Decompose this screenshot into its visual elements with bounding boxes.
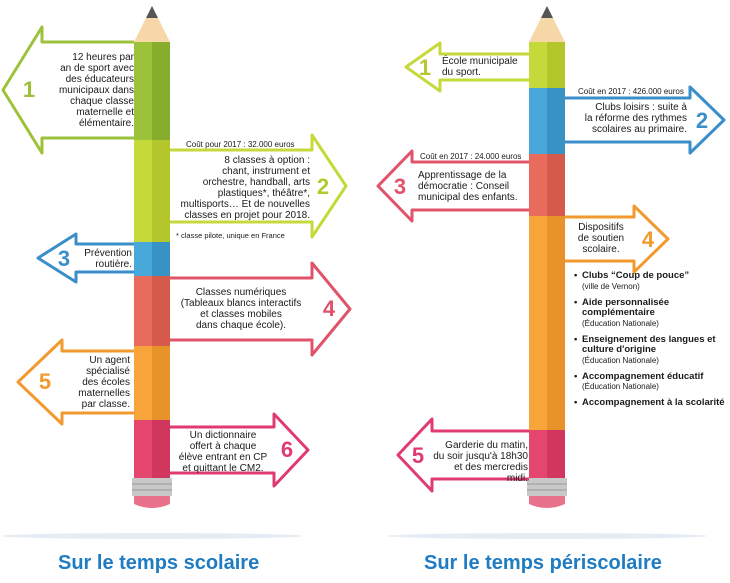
left-item-4-number: 4: [322, 296, 336, 321]
left-pencil-eraser: [134, 496, 170, 508]
right-item-4-text: Dispositifs de soutien scolaire.: [577, 222, 625, 255]
right-item-5-text: Garderie du matin, du soir jusqu'à 18h30 et des mercredis midi.: [433, 440, 528, 484]
left-item-4-text: Classes numériques (Tableaux blancs interactifs et classes mobiles dans chaque école).: [180, 287, 302, 331]
left-item-6-text: Un dictionnaire offert à chaque élève entrant en CP et quittant le CM2.: [178, 430, 268, 474]
left-item-3-text: Prévention routière.: [84, 248, 132, 270]
right-title: Sur le temps périscolaire: [424, 552, 662, 574]
left-item-6-number: 6: [280, 437, 294, 462]
support-list-item: • Enseignement des langues et culture d'origine (Éducation Nationale): [574, 335, 726, 365]
left-pencil-lead: [146, 6, 158, 18]
left-title: Sur le temps scolaire: [58, 552, 260, 574]
left-item-5-text: Un agent spécialisé des écoles maternelles par classe.: [78, 355, 130, 410]
right-item-2-number: 2: [695, 108, 709, 133]
support-list-item: • Accompagnement à la scolarité: [574, 398, 726, 409]
left-item-2-cost: Coût pour 2017 : 32.000 euros: [186, 140, 295, 149]
left-item-2-note: * classe pilote, unique en France: [176, 231, 285, 240]
right-item-3-number: 3: [393, 174, 407, 199]
right-pencil-lead: [541, 6, 553, 18]
support-list: [574, 271, 726, 416]
right-item-5-number: 5: [411, 443, 425, 468]
right-item-2-cost: Coût en 2017 : 426.000 euros: [578, 87, 684, 96]
right-pencil-ferrule: [527, 478, 567, 496]
right-item-3-cost: Coût en 2017 : 24.000 euros: [420, 152, 522, 161]
left-pencil-ferrule: [132, 478, 172, 496]
support-list-item: • Accompagnement éducatif (Éducation Nationale): [574, 372, 726, 392]
right-item-2-text: Clubs loisirs : suite à la réforme des rythmes scolaires au primaire.: [584, 102, 687, 135]
right-pencil-eraser: [529, 496, 565, 508]
right-item-1-text: École municipale du sport.: [442, 56, 518, 78]
left-item-1-number: 1: [22, 77, 36, 102]
left-item-3-number: 3: [57, 246, 71, 271]
left-item-2-text: 8 classes à option : chant, instrument et orchestre, handball, arts plastiques*, théâtre*, multisports… Et de nouvelles classes en projet pour 2018.: [180, 155, 310, 221]
support-list-item: • Aide personnalisée complémentaire (Éducation Nationale): [574, 298, 726, 328]
right-item-4-number: 4: [641, 227, 655, 252]
right-item-1-number: 1: [418, 55, 432, 80]
right-item-3-text: Apprentissage de la démocratie : Conseil municipal des enfants.: [418, 170, 518, 203]
left-item-1-text: 12 heures par an de sport avec des éducateurs municipaux dans chaque classe maternelle et élémentaire.: [58, 52, 134, 129]
support-list-item: • Clubs “Coup de pouce” (ville de Vernon): [574, 271, 726, 291]
left-item-5-number: 5: [38, 369, 52, 394]
left-item-2-number: 2: [316, 174, 330, 199]
